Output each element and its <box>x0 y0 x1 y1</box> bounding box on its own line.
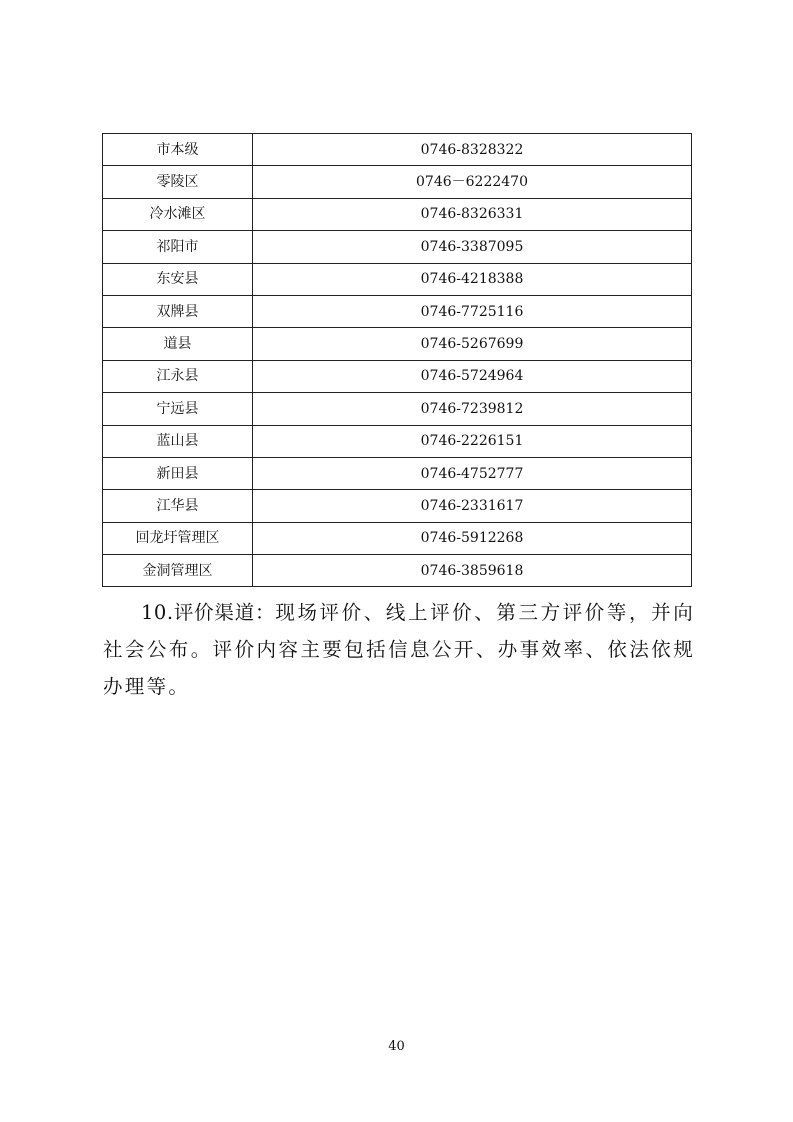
table-row <box>103 522 692 554</box>
paragraph-lead: 10.评价渠道： <box>141 601 276 624</box>
table-row <box>103 295 692 327</box>
evaluation-channel-paragraph <box>103 594 695 705</box>
contact-phone-table <box>102 133 692 587</box>
table-row <box>103 134 692 166</box>
table-row <box>103 457 692 489</box>
area-cell: 宁远县 <box>103 393 253 425</box>
paragraph-body: 现场评价、线上评价、第三方评价等，并向社会公布。评价内容主要包括信息公开、办事效率、依法依规办理等。 <box>103 601 696 698</box>
area-cell: 零陵区 <box>103 166 253 198</box>
table-row <box>103 393 692 425</box>
phone-cell: 0746－6222470 <box>253 166 692 198</box>
table-row <box>103 263 692 295</box>
phone-cell: 0746-5912268 <box>253 522 692 554</box>
area-cell: 回龙圩管理区 <box>103 522 253 554</box>
table-row <box>103 490 692 522</box>
area-cell: 江华县 <box>103 490 253 522</box>
phone-cell: 0746-5724964 <box>253 360 692 392</box>
phone-cell: 0746-7239812 <box>253 393 692 425</box>
phone-cell: 0746-8328322 <box>253 134 692 166</box>
phone-cell: 0746-2331617 <box>253 490 692 522</box>
area-cell: 江永县 <box>103 360 253 392</box>
table-row <box>103 360 692 392</box>
area-cell: 双牌县 <box>103 295 253 327</box>
area-cell: 蓝山县 <box>103 425 253 457</box>
phone-cell: 0746-8326331 <box>253 198 692 230</box>
table-row <box>103 425 692 457</box>
table-row <box>103 555 692 587</box>
area-cell: 市本级 <box>103 134 253 166</box>
area-cell: 新田县 <box>103 457 253 489</box>
phone-cell: 0746-5267699 <box>253 328 692 360</box>
area-cell: 祁阳市 <box>103 231 253 263</box>
table-row <box>103 328 692 360</box>
phone-cell: 0746-4218388 <box>253 263 692 295</box>
area-cell: 冷水滩区 <box>103 198 253 230</box>
phone-cell: 0746-7725116 <box>253 295 692 327</box>
area-cell: 道县 <box>103 328 253 360</box>
table-row <box>103 166 692 198</box>
phone-cell: 0746-3387095 <box>253 231 692 263</box>
table-row <box>103 231 692 263</box>
phone-cell: 0746-3859618 <box>253 555 692 587</box>
area-cell: 金洞管理区 <box>103 555 253 587</box>
phone-cell: 0746-4752777 <box>253 457 692 489</box>
table-body <box>103 134 692 587</box>
table-row <box>103 198 692 230</box>
area-cell: 东安县 <box>103 263 253 295</box>
page-number: 40 <box>388 1039 405 1054</box>
phone-cell: 0746-2226151 <box>253 425 692 457</box>
